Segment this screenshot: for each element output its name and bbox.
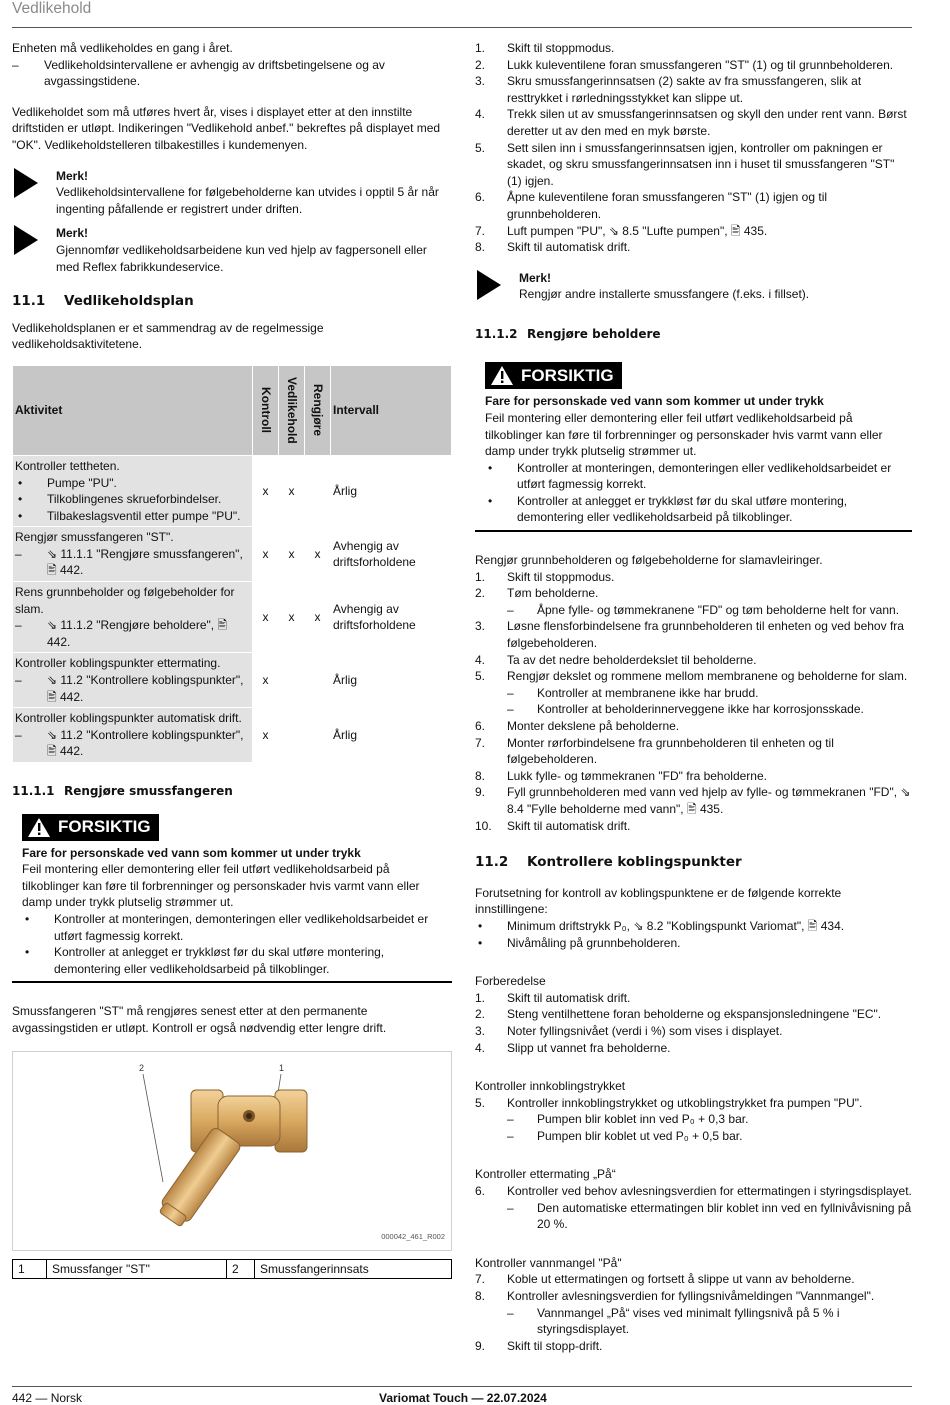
intro-dash-item: – Vedlikeholdsintervallene er avhengig av driftsbetingelsene og av avgassingstidene. (12, 57, 452, 90)
step-item: 7. Monter rørforbindelsene fra grunnbeholderen til enheten og til følgebeholderen. (475, 735, 834, 767)
interval-cell: Årlig (331, 455, 452, 526)
subsection-heading: 11.1.1 Rengjøre smussfangeren (12, 784, 233, 798)
step-item: 5. Rengjør dekslet og rommene mellom membranene og beholderne for slam. (475, 669, 908, 684)
figure-legend (12, 1259, 452, 1280)
sub-item: – Den automatiske ettermatingen blir koblet inn ved en fyllnivåvisning på 20 %. (475, 1200, 912, 1233)
header-activity: Aktivitet (13, 365, 253, 455)
strainer-steps (475, 40, 912, 256)
section-title: Vedlikeholdsplan (64, 293, 194, 310)
mark-cell (305, 455, 331, 526)
activity-cell: Kontroller tettheten. • Pumpe "PU". • Tilkoblingenes skrueforbindelser. • Tilbakeslagsventil etter pumpe "PU". (13, 455, 253, 526)
step-item: 10. Skift til automatisk drift. (475, 818, 631, 833)
warning-title: Fare for personskade ved vann som kommer ut under trykk (22, 845, 361, 860)
step-item: 6. Monter dekslene på beholderne. (475, 719, 680, 733)
mark-cell: x (279, 582, 305, 653)
prereq-bullet: • Minimum driftstrykk P₀, ⇘ 8.2 "Koblingspunkt Variomat", 🖹 434. (475, 918, 912, 935)
table-row (13, 455, 452, 526)
warning-box (12, 814, 452, 984)
sub-item: – Vannmangel „På“ vises ved minimalt fyllingsnivå på 5 % i styringsdisplayet. (475, 1305, 912, 1338)
step-item: 7. Luft pumpen "PU", ⇘ 8.5 "Lufte pumpen", 🖹 435. (475, 223, 768, 238)
table-row (13, 527, 452, 582)
mark-cell: x (253, 708, 279, 763)
left-column (12, 40, 452, 1279)
mark-cell: x (253, 527, 279, 582)
subsection-heading: 11.1.2 Rengjøre beholdere (475, 326, 661, 341)
mark-cell: x (279, 527, 305, 582)
header-interval: Intervall (331, 365, 452, 455)
note-arrow-icon (14, 168, 38, 198)
sub-item: – Pumpen blir koblet inn ved P₀ + 0,3 bar. (475, 1111, 912, 1128)
mark-cell: x (253, 653, 279, 708)
interval-cell: Avhengig av driftsforholdene (331, 582, 452, 653)
step-item: 3. Skru smussfangerinnsatsen (2) sakte av fra smussfangeren, slik at resttrykket i rørledningsstykket kan slippe ut. (475, 74, 862, 105)
section-heading (12, 293, 452, 310)
step-item: 8. Skift til automatisk drift. (475, 240, 631, 255)
sub-item: – Åpne fylle- og tømmekranene "FD" og tøm beholderne helt for vann. (475, 602, 912, 619)
activity-cell: Rengjør smussfangeren "ST". – ⇘ 11.1.1 "Rengjøre smussfangeren", 🖹 442. (13, 527, 253, 582)
strainer-figure (12, 1051, 452, 1251)
section-heading: 11.2 Kontrollere koblingspunkter (475, 854, 742, 871)
warning-bullet: • Kontroller at anlegget er trykkløst før du skal utføre montering, demontering eller vedlikeholdsarbeid på tilkoblinger. (22, 944, 448, 977)
step-item: 6. Kontroller ved behov avlesningsverdien for ettermatingen i styringsdisplayet. (475, 1184, 912, 1199)
step-item: 2. Steng ventilhettene foran beholderne og ekspansjonsledningene "EC". (475, 1007, 882, 1022)
figure-code: 000042_461_R002 (381, 1231, 445, 1241)
step-item: 9. Skift til stopp-drift. (475, 1338, 603, 1353)
step-item: 6. Åpne kuleventilene foran smussfangeren "ST" (1) igjen og til grunnbeholderen. (475, 190, 828, 221)
step-item: 3. Løsne flensforbindelsene fra grunnbeholderen til enheten og ved behov fra følgebeholderen. (475, 619, 904, 651)
footer-page: 442 — Norsk (12, 1391, 83, 1405)
table-row (13, 582, 452, 653)
step-item: 1. Skift til automatisk drift. (475, 990, 631, 1005)
strainer-illustration (13, 1052, 453, 1252)
mark-cell (305, 708, 331, 763)
step-item: 3. Noter fyllingsnivået (verdi i %) som vises i displayet. (475, 1023, 783, 1038)
check-title: Kontroller ettermating „På“ (475, 1167, 616, 1182)
sub-item: – Kontroller at beholderinnerveggene ikke har korrosjonsskade. (475, 701, 912, 718)
step-item: 1. Skift til stoppmodus. (475, 41, 615, 55)
note-box (475, 270, 912, 304)
step-item: 2. Tøm beholderne. (475, 586, 599, 601)
note-arrow-icon (477, 270, 501, 300)
warning-text: Feil montering eller demontering eller feil utført vedlikeholdsarbeid på tilkoblinger kan føre til forbrenninger og personskader hvis varmt vann eller damp under trykk plutselig strømmer ut. (22, 862, 420, 910)
mark-cell (279, 653, 305, 708)
step-item: 4. Slipp ut vannet fra beholderne. (475, 1040, 671, 1055)
interval-cell: Avhengig av driftsforholdene (331, 527, 452, 582)
mark-cell: x (253, 582, 279, 653)
warning-badge: FORSIKTIG (485, 362, 622, 389)
maintenance-plan-table (12, 365, 452, 763)
mark-cell: x (253, 455, 279, 526)
note-box (12, 168, 452, 218)
page-footer (12, 1386, 912, 1405)
warning-bullet: • Kontroller at anlegget er trykkløst før du skal utføre montering, demontering eller vedlikeholdsarbeid på tilkoblinger. (485, 493, 908, 526)
note-text: Gjennomfør vedlikeholdsarbeidene kun ved hjelp av fagpersonell eller med Reflex fabrikkundeservice. (56, 242, 427, 274)
check-title: Kontroller innkoblingstrykket (475, 1079, 626, 1094)
note-label: Merk! (519, 270, 552, 285)
note-text: Vedlikeholdsintervallene for følgebeholderne kan utvides i opptil 5 år når ingenting påfallende er registrert under driften. (56, 185, 439, 216)
callout-label: 2 (139, 1062, 145, 1073)
warning-icon (28, 818, 50, 837)
warning-text: Feil montering eller demontering eller feil utført vedlikeholdsarbeid på tilkoblinger kan føre til forbrenninger og personskader hvis varmt vann eller damp under trykk plutselig strømmer ut. (485, 410, 883, 459)
mark-cell: x (305, 527, 331, 582)
step-item: 5. Sett silen inn i smussfangerinnsatsen igjen, kontroller om pakningen er skadet, og skru smussfangerinnsatsen inn i huset til smussfangeren "ST" (1) igjen. (475, 140, 895, 188)
header-vedlikehold: Vedlikehold (279, 365, 305, 455)
sub-item: – Kontroller at membranene ikke har brudd. (475, 685, 912, 702)
header-rengjore: Rengjøre (305, 365, 331, 455)
activity-cell: Rens grunnbeholder og følgebeholder for slam. – ⇘ 11.1.2 "Rengjøre beholdere", 🖹 442. (13, 582, 253, 653)
step-item: 4. Ta av det nedre beholderdekslet til beholderne. (475, 652, 757, 667)
table-row (13, 708, 452, 763)
callout-label: 1 (279, 1062, 285, 1073)
table-row (13, 653, 452, 708)
activity-cell: Kontroller koblingspunkter ettermating. – ⇘ 11.2 "Kontrollere koblingspunkter", 🖹 442. (13, 653, 253, 708)
step-item: 7. Koble ut ettermatingen og fortsett å slippe ut vann av beholderne. (475, 1272, 855, 1287)
interval-cell: Årlig (331, 653, 452, 708)
clean-intro: Rengjør grunnbeholderen og følgebeholderne for slamavleiringer. (475, 553, 823, 568)
header-kontroll: Kontroll (253, 365, 279, 455)
note-label: Merk! (56, 226, 89, 241)
note-label: Merk! (56, 168, 89, 183)
mark-cell: x (279, 455, 305, 526)
warning-bullet: • Kontroller at monteringen, demonteringen eller vedlikeholdsarbeidet er utført fagmessig korrekt. (485, 460, 908, 493)
note-box (12, 225, 452, 275)
step-item: 4. Trekk silen ut av smussfangerinnsatsen og skyll den under rent vann. Børst deretter ut av den med en myk børste. (475, 107, 907, 138)
section-number: 11.1 (12, 293, 46, 310)
right-column (475, 40, 912, 1354)
intro-paragraph: Vedlikeholdet som må utføres hvert år, vises i displayet etter at den innstilte driftstiden er utløpt. Indikeringen "Vedlikehold anbef." bekreftes på displayet med "OK". Vedlikeholdstelleren tilbakestilles i kundemenyen. (12, 104, 441, 152)
warning-badge: FORSIKTIG (22, 814, 159, 841)
warning-icon (491, 366, 513, 385)
warning-box (475, 362, 912, 532)
step-item: 9. Fyll grunnbeholderen med vann ved hjelp av fylle- og tømmekranen "FD", ⇘ 8.4 "Fylle beholderne med vann", 🖹 435. (475, 785, 911, 816)
legend-row: 1 Smussfanger "ST" 2 Smussfangerinnsats (13, 1259, 452, 1279)
mark-cell (305, 653, 331, 708)
sub-item: – Pumpen blir koblet ut ved P₀ + 0,5 bar. (475, 1128, 912, 1145)
step-item: 8. Kontroller avlesningsverdien for fyllingsnivåmeldingen "Vannmangel". (475, 1289, 875, 1304)
prep-title: Forberedelse (475, 974, 546, 989)
header-title: Vedlikehold (12, 0, 92, 17)
prereq-bullet: • Nivåmåling på grunnbeholderen. (475, 935, 912, 952)
note-text: Rengjør andre installerte smussfangere (f.eks. i fillset). (519, 287, 810, 302)
step-item: 8. Lukk fylle- og tømmekranen "FD" fra beholderne. (475, 768, 767, 783)
prereq-text: Forutsetning for kontroll av koblingspunktene er de følgende korrekte innstillingene: (475, 885, 842, 917)
clean-steps (475, 569, 912, 835)
warning-bullet: • Kontroller at monteringen, demonteringen eller vedlikeholdsarbeidet er utført fagmessig korrekt. (22, 911, 448, 944)
note-arrow-icon (14, 225, 38, 255)
footer-doc: Variomat Touch — 22.07.2024 (379, 1391, 547, 1405)
table-header-row (13, 365, 452, 455)
step-item: 1. Skift til stoppmodus. (475, 569, 615, 584)
section-intro: Vedlikeholdsplanen er et sammendrag av de regelmessige vedlikeholdsaktivitetene. (12, 320, 324, 352)
interval-cell: Årlig (331, 708, 452, 763)
step-item: 2. Lukk kuleventilene foran smussfangeren "ST" (1) og til grunnbeholderen. (475, 57, 894, 72)
warning-title: Fare for personskade ved vann som kommer ut under trykk (485, 394, 824, 409)
check-title: Kontroller vannmangel "På" (475, 1255, 622, 1270)
mark-cell: x (305, 582, 331, 653)
intro-text: Enheten må vedlikeholdes en gang i året. (12, 41, 233, 55)
page-header (12, 0, 912, 28)
activity-cell: Kontroller koblingspunkter automatisk drift. – ⇘ 11.2 "Kontrollere koblingspunkter", 🖹 442. (13, 708, 253, 763)
st-text: Smussfangeren "ST" må rengjøres senest etter at den permanente avgassingstiden er utløpt. Kontroll er også nødvendig etter lengre drift. (12, 1004, 387, 1035)
mark-cell (279, 708, 305, 763)
step-item: 5. Kontroller innkoblingstrykket og utkoblingstrykket fra pumpen "PU". (475, 1095, 863, 1110)
